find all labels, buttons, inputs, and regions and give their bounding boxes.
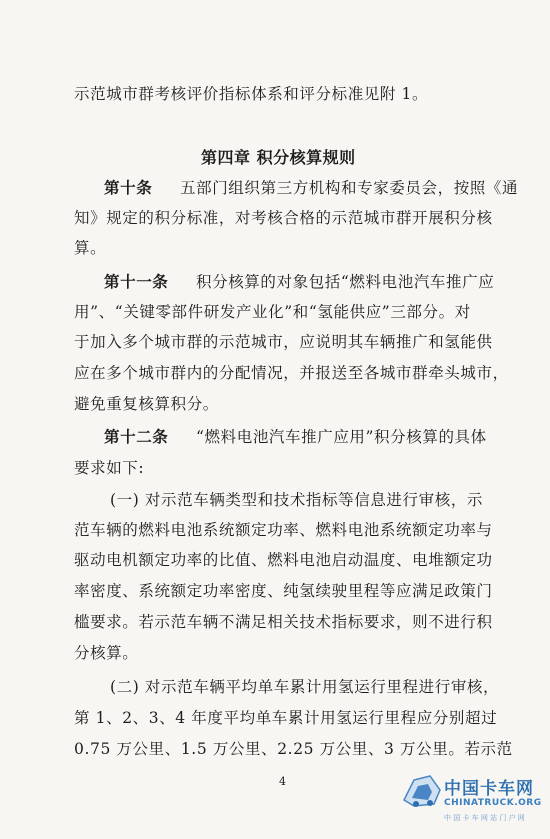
watermark-logo — [400, 768, 545, 834]
truck-icon — [400, 770, 444, 814]
text-line: 范车辆的燃料电池系统额定功率、燃料电池系统额定功率与 — [74, 521, 493, 539]
text-line: 0.75 万公里、1.5 万公里、2.25 万公里、3 万公里。若示范 — [74, 740, 513, 758]
article-number: 第十二条 — [104, 427, 169, 446]
page-number: 4 — [279, 775, 286, 788]
text-line: 驱动电机额定功率的比值、燃料电池启动温度、电堆额定功 — [74, 551, 493, 569]
text-line: 五部门组织第三方机构和专家委员会，按照《通 — [180, 179, 519, 197]
text-line: (一) 对示范车辆类型和技术指标等信息进行审核，示 — [110, 491, 484, 509]
watermark-cn: 中国卡车网 — [444, 779, 534, 799]
text-line: 第 1、2、3、4 年度平均单车累计用氢运行里程应分别超过 — [74, 709, 498, 727]
text-line: “燃料电池汽车推广应用”积分核算的具体 — [196, 428, 487, 446]
text-line: 槛要求。若示范车辆不满足相关技术指标要求，则不进行积 — [74, 613, 493, 631]
text-line: 积分核算的对象包括“燃料电池汽车推广应 — [196, 273, 495, 291]
text-line: 分核算。 — [74, 644, 139, 662]
text-line: 用”、“关键零部件研发产业化”和“氢能供应”三部分。对 — [74, 303, 471, 321]
watermark-sub: 中 国 卡 车 网 站 门 户 网 — [444, 814, 525, 822]
text-line: 算。 — [74, 239, 107, 257]
text-line: 率密度、系统额定功率密度、纯氢续驶里程等应满足政策门 — [74, 582, 493, 600]
article-number: 第十条 — [104, 178, 153, 197]
article-number: 第十一条 — [104, 272, 169, 291]
text-line: 示范城市群考核评价指标体系和评分标准见附 1。 — [74, 85, 429, 103]
watermark-en: CHINATRUCK.ORG — [444, 798, 542, 808]
text-line: (二) 对示范车辆平均单车累计用氢运行里程进行审核， — [110, 678, 500, 696]
text-line: 要求如下: — [74, 459, 145, 477]
text-line: 避免重复核算积分。 — [74, 395, 219, 413]
text-line: 知》规定的积分标准，对考核合格的示范城市群开展积分核 — [74, 209, 493, 227]
text-line: 应在多个城市群内的分配情况，并报送至各城市群牵头城市， — [74, 364, 509, 382]
text-line: 于加入多个城市群的示范城市，应说明其车辆推广和氢能供 — [74, 333, 493, 351]
chapter-heading: 第四章 积分核算规则 — [201, 148, 356, 167]
